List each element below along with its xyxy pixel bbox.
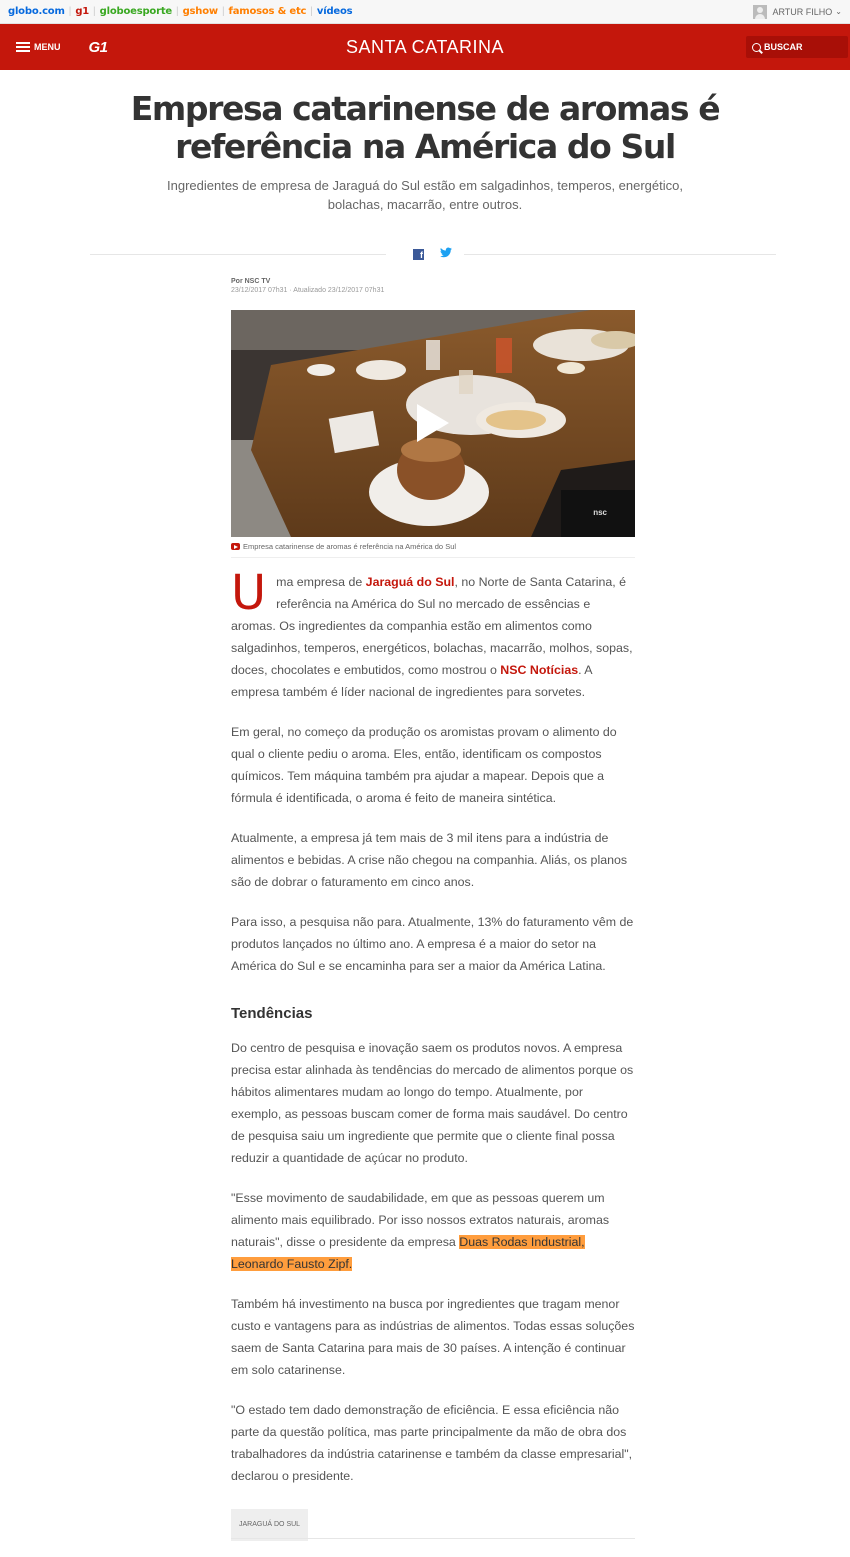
chevron-down-icon: ⌄ — [835, 7, 842, 16]
facebook-icon[interactable]: f — [413, 249, 424, 260]
separator: | — [68, 6, 72, 17]
site-link-videos[interactable]: vídeos — [316, 6, 353, 17]
globo-top-bar — [0, 0, 850, 24]
site-link-gshow[interactable]: gshow — [182, 6, 218, 17]
video-caption-text: Empresa catarinense de aromas é referência na América do Sul — [243, 542, 457, 551]
article-body — [231, 565, 635, 1541]
search-label: BUSCAR — [764, 42, 803, 52]
author: Por NSC TV — [231, 278, 271, 285]
publish-dates: 23/12/2017 07h31 · Atualizado 23/12/2017 07h31 — [231, 287, 385, 294]
globo-sites-nav — [8, 6, 352, 17]
user-menu[interactable] — [753, 5, 842, 19]
paragraph-text: , no Norte de Santa Catarina, é referência na América do Sul no mercado de essências e aromas. Os ingredientes da companhia estão em alimentos como salgadinhos, temperos, energéticos, bolachas, macarrão, molhos, sopas, doces, chocolates e embutidos, como mostrou o — [231, 575, 633, 677]
video-player[interactable] — [231, 310, 635, 537]
video-caption — [231, 542, 635, 558]
paragraph: "O estado tem dado demonstração de eficiência. E essa eficiência não parte da questão política, mas parte principalmente da mão de obra dos trabalhadores da indústria catarinense e também da classe empresarial", declarou o presidente. — [231, 1403, 633, 1483]
paragraph-text: ma empresa de — [276, 575, 366, 589]
paragraph — [231, 565, 635, 703]
share-bar — [0, 240, 850, 270]
link-jaragua-do-sul[interactable]: Jaraguá do Sul — [365, 575, 455, 589]
byline — [231, 278, 850, 294]
avatar — [753, 5, 767, 19]
section-heading: Tendências — [231, 1005, 313, 1022]
video-play-icon — [231, 543, 240, 550]
paragraph-text: . A empresa também é líder nacional de ingredientes para sorvetes. — [231, 663, 592, 699]
separator: | — [93, 6, 96, 17]
search-icon — [752, 43, 761, 52]
link-nsc-noticias[interactable]: NSC Notícias — [500, 663, 579, 677]
separator: | — [221, 6, 225, 17]
video-thumbnail — [231, 310, 635, 537]
separator: | — [175, 6, 179, 17]
article-subtitle: Ingredientes de empresa de Jaraguá do Sul estão em salgadinhos, temperos, energético, bolachas, macarrão, entre outros. — [167, 178, 683, 212]
site-link-globo[interactable]: globo.com — [8, 6, 65, 17]
user-name: ARTUR FILHO — [772, 6, 833, 17]
highlighted-text: Duas Rodas Industrial, Leonardo Fausto Zipf. — [231, 1235, 585, 1271]
paragraph — [231, 1187, 635, 1275]
site-header — [0, 24, 850, 70]
paragraph-text: "Esse movimento de saudabilidade, em que as pessoas querem um alimento mais equilibrado. Por isso nossos extratos naturais, aromas naturais", disse o presidente da empresa — [231, 1191, 610, 1249]
article-header — [0, 90, 850, 214]
paragraph: Para isso, a pesquisa não para. Atualmente, 13% do faturamento vêm de produtos lançados no último ano. A empresa é a maior do setor na América do Sul e se encaminha para ser a maior da América Latina. — [231, 915, 634, 973]
search-button[interactable] — [746, 36, 848, 58]
divider — [231, 1538, 635, 1539]
site-link-g1[interactable]: g1 — [75, 6, 90, 17]
divider — [464, 254, 776, 255]
twitter-icon[interactable] — [440, 246, 452, 261]
drop-cap: U — [231, 565, 267, 621]
separator: | — [310, 6, 313, 17]
site-link-globoesporte[interactable]: globoesporte — [99, 6, 172, 17]
divider — [90, 254, 386, 255]
paragraph: Em geral, no começo da produção os aromistas provam o alimento do qual o cliente pediu o aroma. Eles, então, identificam os compostos químicos. Tem máquina também pra ajudar a mapear. Depois que a fórmula é identificada, o aroma é feito de maneira sintética. — [231, 725, 617, 805]
g1-logo[interactable]: G1 — [88, 38, 108, 56]
tag-jaragua-do-sul[interactable]: JARAGUÁ DO SUL — [231, 1509, 308, 1541]
article-title: Empresa catarinense de aromas é referência na América do Sul — [130, 89, 720, 166]
paragraph: Também há investimento na busca por ingredientes que tragam menor custo e vantagens para as indústrias de alimentos. Todas essas soluções saem de Santa Catarina para mais de 30 países. A intenção é continuar em solo catarinense. — [231, 1297, 635, 1377]
video-watermark: nsc — [593, 508, 607, 517]
hamburger-icon — [16, 42, 30, 52]
menu-button[interactable] — [16, 42, 61, 52]
region-title: SANTA CATARINA — [345, 36, 505, 57]
site-link-famosos[interactable]: famosos & etc — [228, 6, 307, 17]
menu-label: MENU — [34, 42, 61, 52]
paragraph: Do centro de pesquisa e inovação saem os produtos novos. A empresa precisa estar alinhada às tendências do mercado de alimentos porque os hábitos alimentares mudam ao longo do tempo. Atualmente, por exemplo, as pessoas buscam comer de forma mais saudável. Do centro de pesquisa saiu um ingrediente que permite que o cliente final possa reduzir a quantidade de açúcar no produto. — [231, 1041, 634, 1165]
paragraph: Atualmente, a empresa já tem mais de 3 mil itens para a indústria de alimentos e bebidas. A crise não chegou na companhia. Aliás, os planos são de dobrar o faturamento em cinco anos. — [231, 831, 628, 889]
